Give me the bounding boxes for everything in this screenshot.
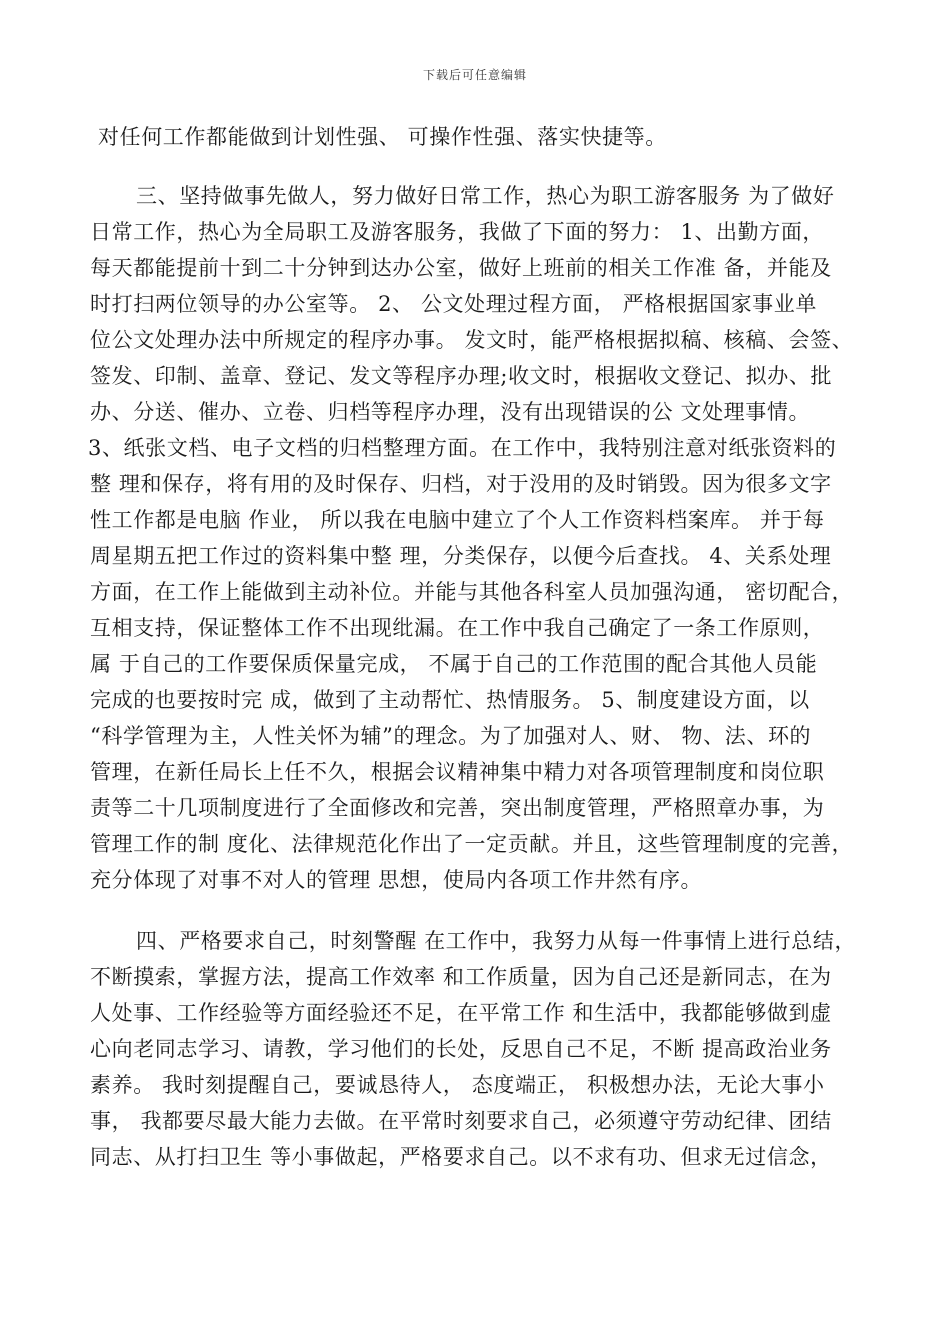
text-line: 整 理和保存，将有用的及时保存、归档，对于没用的及时销毁。因为很多文字 (90, 472, 832, 496)
text-line: 管理，在新任局长上任不久，根据会议精神集中精力对各项管理制度和岗位职 (90, 760, 825, 784)
text-line: 人处事、工作经验等方面经验还不足，在平常工作 和生活中，我都能够做到虚 (90, 1001, 832, 1025)
text-line: 位公文处理办法中所规定的程序办事。 发文时，能严格根据拟稿、核稿、会签、 (90, 328, 854, 352)
text-line: 同志、从打扫卫生 等小事做起，严格要求自己。以不求有功、但求无过信念， (90, 1145, 832, 1169)
text-line: 素养。 我时刻提醒自己，要诚恳待人， 态度端正， 积极想办法，无论大事小 (90, 1073, 825, 1097)
text-line: 周星期五把工作过的资料集中整 理，分类保存，以便今后查找。 4、关系处理 (90, 544, 832, 568)
text-line: 性工作都是电脑 作业， 所以我在电脑中建立了个人工作资料档案库。 并于每 (90, 508, 825, 532)
text-line: 不断摸索，掌握方法，提高工作效率 和工作质量，因为自己还是新同志，在为 (90, 965, 832, 989)
text-line: 责等二十几项制度进行了全面修改和完善，突出制度管理，严格照章办事，为 (90, 796, 825, 820)
text-line: 每天都能提前十到二十分钟到达办公室，做好上班前的相关工作准 备，并能及 (90, 256, 832, 280)
text-line: 3、纸张文档、电子文档的归档整理方面。在工作中，我特别注意对纸张资料的 (88, 436, 837, 460)
text-line: 属 于自己的工作要保质保量完成， 不属于自己的工作范围的配合其他人员能 (90, 652, 818, 676)
text-line: 三、坚持做事先做人，努力做好日常工作，热心为职工游客服务 为了做好 (136, 184, 835, 208)
text-line: 四、严格要求自己，时刻警醒 在工作中，我努力从每一件事情上进行总结， (136, 929, 857, 953)
text-line: 日常工作，热心为全局职工及游客服务，我做了下面的努力： 1、出勤方面， (90, 220, 825, 244)
text-line: 时打扫两位领导的办公室等。 2、 公文处理过程方面， 严格根据国家事业单 (90, 292, 817, 316)
text-line: 互相支持，保证整体工作不出现纰漏。在工作中我自己确定了一条工作原则， (90, 616, 825, 640)
text-line: 方面，在工作上能做到主动补位。并能与其他各科室人员加强沟通， 密切配合， (90, 580, 854, 604)
page-header: 下载后可任意编辑 (422, 68, 527, 82)
text-line: 充分体现了对事不对人的管理 思想，使局内各项工作井然有序。 (90, 868, 703, 892)
text-line: 完成的也要按时完 成，做到了主动帮忙、热情服务。 5、制度建设方面，以 (90, 688, 810, 712)
text-line: 签发、印制、盖章、登记、发文等程序办理;收文时，根据收文登记、拟办、批 (90, 364, 833, 388)
text-line: “科学管理为主，人性关怀为辅”的理念。为了加强对人、财、 物、法、环的 (90, 724, 812, 748)
text-line: 心向老同志学习、请教，学习他们的长处，反思自己不足，不断 提高政治业务 (90, 1037, 832, 1061)
text-line: 管理工作的制 度化、法律规范化作出了一定贡献。并且，这些管理制度的完善， (90, 832, 854, 856)
text-line: 对任何工作都能做到计划性强、 可操作性强、落实快捷等。 (98, 125, 667, 149)
text-line: 办、分送、催办、立卷、归档等程序办理，没有出现错误的公 文处理事情。 (90, 400, 811, 424)
text-line: 事， 我都要尽最大能力去做。在平常时刻要求自己，必须遵守劳动纪律、团结 (90, 1109, 832, 1133)
